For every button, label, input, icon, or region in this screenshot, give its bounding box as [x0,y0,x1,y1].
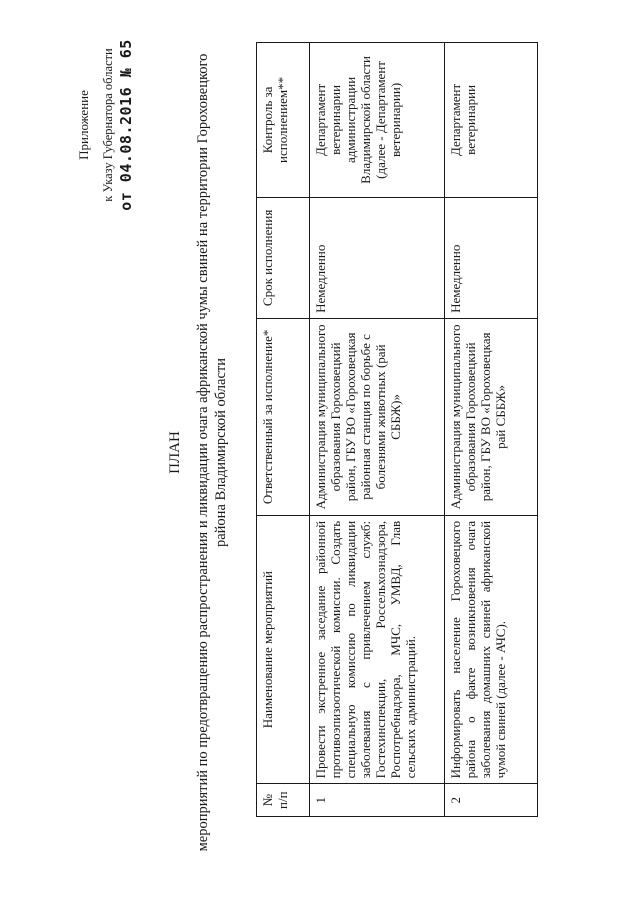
row-term: Немедленно [310,197,445,318]
appendix-decree-line: к Указу Губернатора области [101,48,115,202]
table-row [310,43,445,817]
row-term: Немедленно [445,197,538,318]
header-responsible: Ответственный за исполнение* [257,318,310,515]
header-num: № п/п [257,784,310,817]
table-row [445,43,538,817]
header-control: Контроль за исполнением** [257,43,310,198]
row-num: 1 [310,784,445,817]
appendix-block [76,25,134,225]
header-name: Наименование мероприятий [257,515,310,784]
row-responsible: Администрация муниципального образования Гороховецкий район, ГБУ ВО «Гороховецкая районная станция по борьбе с болезнями животных (рай СББЖ)» [310,318,445,515]
row-responsible: Администрация муниципального образования Гороховецкий район, ГБУ ВО «Гороховецкая рай СББЖ» [445,318,538,515]
appendix-date-stamp: от 04.08.2016 № 65 [117,39,135,211]
row-name: Провести экстренное заседание районной противоэпизоотической комиссии. Создать специальную комиссию по ликвидации заболевания с привлечением служб: Гостехинспекции, Россельхознадзора, Роспотребнадзора, МЧС, УМВД, Глав сельских администраций. [310,515,445,784]
row-num: 2 [445,784,538,817]
table-header-row [257,43,310,817]
plan-title: ПЛАН [167,431,183,474]
row-control: Департамент ветеринарии администрации Владимирской области (далее - Департамент ветеринарии) [310,43,445,198]
header-term: Срок исполнения [257,197,310,318]
appendix-title: Приложение [76,90,91,160]
plan-subtitle: мероприятий по предотвращению распространения и ликвидации очага африканской чумы свиней на территории Гороховецкого района Владимирской области [195,53,229,852]
plan-title-block [166,40,230,865]
row-name: Информировать население Гороховецкого района о факте возникновения очага заболевания домашних свиней африканской чумой свиней (далее - АЧС). [445,515,538,784]
row-control: Департамент ветеринарии [445,43,538,198]
plan-table [256,42,538,817]
